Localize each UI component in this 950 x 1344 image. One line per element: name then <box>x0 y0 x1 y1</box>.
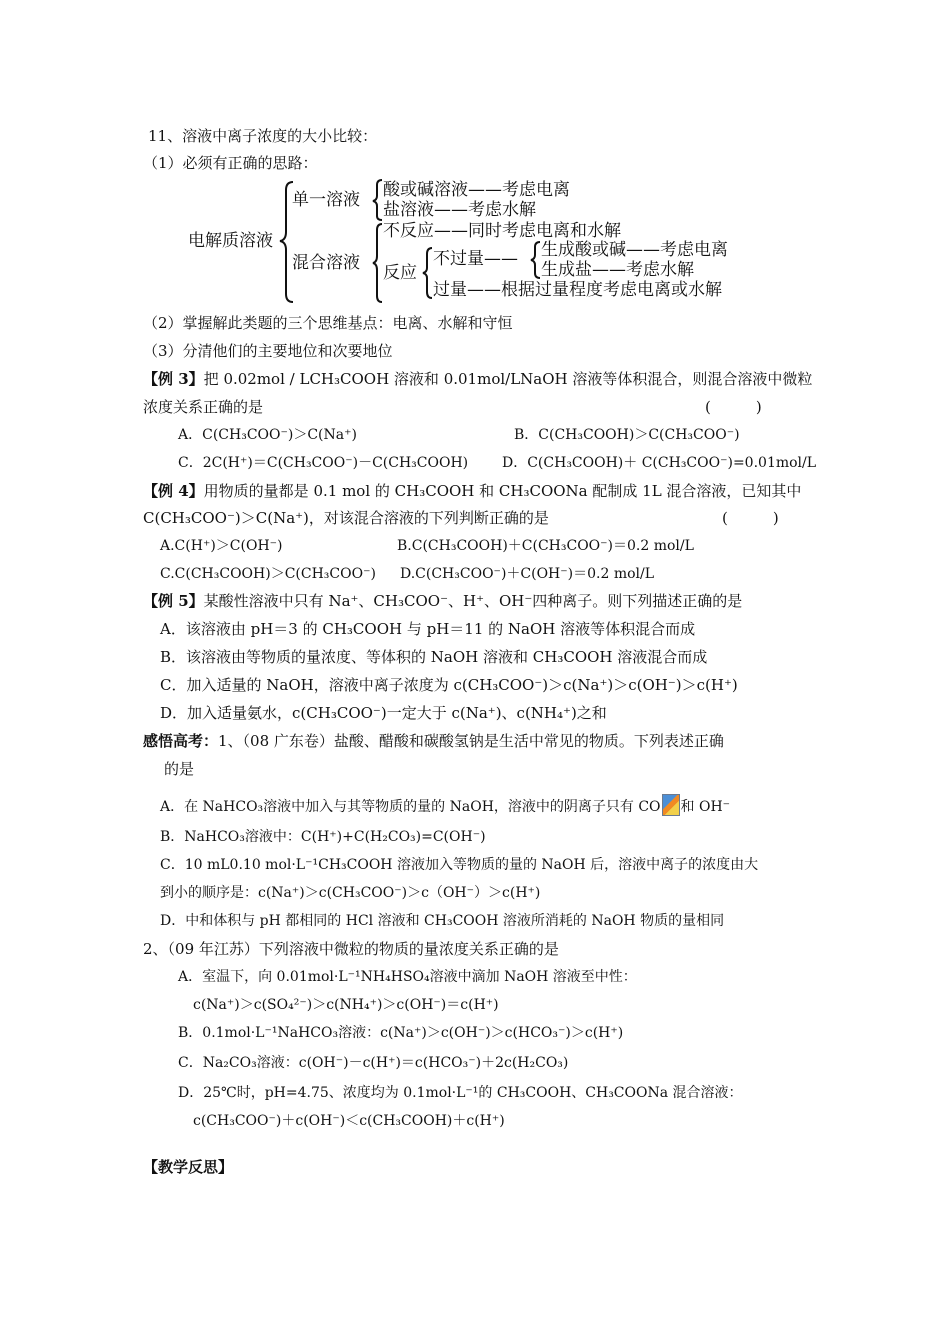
gaokao-tag: 感悟高考： <box>143 732 219 750</box>
ex4-option-b: B.C(CH₃COOH)＋C(CH₃COO⁻)＝0.2 mol/L <box>397 538 694 554</box>
tree-single-b: 盐溶液——考虑水解 <box>383 200 536 220</box>
ex3-option-c: C．2C(H⁺)＝C(CH₃COO⁻)－C(CH₃COOH) <box>178 455 469 471</box>
ex5-option-d: D．加入适量氨水，c(CH₃COO⁻)一定大于 c(Na⁺)、c(NH₄⁺)之和 <box>160 704 607 722</box>
gaokao-q1-a-post: 和 OH⁻ <box>680 799 731 815</box>
point-1: （1）必须有正确的思路： <box>143 154 318 172</box>
tree-root: 电解质溶液 <box>188 231 273 251</box>
gaokao-q2-stem: 2、（09 年江苏）下列溶液中微粒的物质的量浓度关系正确的是 <box>143 940 559 958</box>
gaokao-q1-option-c-1: C．10 mL0.10 mol·L⁻¹CH₃COOH 溶液加入等物质的量的 NaOH 后，溶液中离子的浓度由大 <box>160 857 759 873</box>
electrolyte-concept-tree <box>186 176 776 308</box>
ex5-option-a: A．该溶液由 pH＝3 的 CH₃COOH 与 pH＝11 的 NaOH 溶液等体积混合而成 <box>160 620 696 638</box>
point-2: （2）掌握解此类题的三个思维基点：电离、水解和守恒 <box>143 314 513 332</box>
tree-mixed: 混合溶液 <box>292 253 360 273</box>
embedded-image-icon <box>662 794 680 816</box>
section-title: 11、溶液中离子浓度的大小比较： <box>148 127 378 145</box>
tree-not-excess: 不过量—— <box>433 249 518 269</box>
gaokao-q1-option-a <box>160 794 730 817</box>
gaokao-q2-option-d-1: D．25℃时，pH=4.75、浓度均为 0.1mol·L⁻¹的 CH₃COOH、CH₃COONa 混合溶液： <box>178 1085 743 1101</box>
ex4-option-d: D.C(CH₃COO⁻)＋C(OH⁻)＝0.2 mol/L <box>400 566 655 582</box>
point-3: （3）分清他们的主要地位和次要地位 <box>143 342 393 360</box>
ex3-answer-paren: ( ) <box>705 398 762 416</box>
gaokao-q1-option-b: B．NaHCO₃溶液中：C(H⁺)+C(H₂CO₃)=C(OH⁻) <box>160 829 486 845</box>
ex3-option-a: A．C(CH₃COO⁻)＞C(Na⁺) <box>178 427 357 443</box>
gaokao-q2-option-a-1: A．室温下，向 0.01mol·L⁻¹NH₄HSO₄溶液中滴加 NaOH 溶液至中性： <box>178 969 637 985</box>
gaokao-q1-a-pre: A．在 NaHCO₃溶液中加入与其等物质的量的 NaOH，溶液中的阴离子只有 CO <box>160 799 661 815</box>
ex5-stem-text: 某酸性溶液中只有 Na⁺、CH₃COO⁻、H⁺、OH⁻四种离子。则下列描述正确的是 <box>203 592 743 610</box>
ex5-stem <box>143 591 742 611</box>
gaokao-q2-option-c: C．Na₂CO₃溶液：c(OH⁻)－c(H⁺)＝c(HCO₃⁻)＋2c(H₂CO₃) <box>178 1055 569 1071</box>
ex5-option-c: C．加入适量的 NaOH，溶液中离子浓度为 c(CH₃COO⁻)＞c(Na⁺)＞c(OH⁻)＞c(H⁺) <box>160 676 738 694</box>
ex5-tag: 【例 5】 <box>143 592 204 610</box>
ex4-stem-1: 用物质的量都是 0.1 mol 的 CH₃COOH 和 CH₃COONa 配制成 1L 混合溶液，已知其中 <box>203 482 802 500</box>
tree-gen-salt: 生成盐——考虑水解 <box>541 260 694 280</box>
gaokao-q2-option-d-2: c(CH₃COO⁻)＋c(OH⁻)＜c(CH₃COOH)＋c(H⁺) <box>193 1113 505 1129</box>
gaokao-q1-option-d: D．中和体积与 pH 都相同的 HCl 溶液和 CH₃COOH 溶液所消耗的 NaOH 物质的量相同 <box>160 913 725 929</box>
gaokao-q2-option-a-2: c(Na⁺)＞c(SO₄²⁻)＞c(NH₄⁺)＞c(OH⁻)＝c(H⁺) <box>193 997 499 1013</box>
ex4-option-c: C.C(CH₃COOH)＞C(CH₃COO⁻) <box>160 566 376 582</box>
gaokao-q1-stem-1: 1、（08 广东卷）盐酸、醋酸和碳酸氢钠是生活中常见的物质。下列表述正确 <box>218 732 724 750</box>
tree-single: 单一溶液 <box>292 190 360 210</box>
ex4-answer-paren: ( ) <box>722 509 779 527</box>
tree-single-a: 酸或碱溶液——考虑电离 <box>383 180 570 200</box>
ex3-stem-2: 浓度关系正确的是 <box>143 398 264 416</box>
ex4-tag: 【例 4】 <box>143 482 204 500</box>
ex3-stem <box>143 369 812 389</box>
ex3-tag: 【例 3】 <box>143 370 204 388</box>
tree-react: 反应 <box>383 263 417 283</box>
ex3-stem-1: 把 0.02mol / LCH₃COOH 溶液和 0.01mol/LNaOH 溶液等体积混合，则混合溶液中微粒 <box>203 370 813 388</box>
ex3-option-b: B．C(CH₃COOH)＞C(CH₃COO⁻) <box>514 427 740 443</box>
gaokao-q1-stem-2: 的是 <box>164 760 195 778</box>
gaokao-q1-stem <box>143 731 724 751</box>
ex4-stem <box>143 481 801 501</box>
gaokao-q1-option-c-2: 到小的顺序是：c(Na⁺)＞c(CH₃COO⁻)＞c（OH⁻）＞c(H⁺) <box>160 885 541 901</box>
ex3-option-d: D．C(CH₃COOH)＋ C(CH₃COO⁻)=0.01mol/L <box>502 455 817 471</box>
tree-excess: 过量——根据过量程度考虑电离或水解 <box>433 280 722 300</box>
ex4-stem-2: C(CH₃COO⁻)＞C(Na⁺)，对该混合溶液的下列判断正确的是 <box>143 509 549 527</box>
tree-no-react: 不反应——同时考虑电离和水解 <box>383 221 621 241</box>
ex5-option-b: B．该溶液由等物质的量浓度、等体积的 NaOH 溶液和 CH₃COOH 溶液混合而成 <box>160 648 708 666</box>
ex4-option-a: A.C(H⁺)＞C(OH⁻) <box>160 538 283 554</box>
gaokao-q2-option-b: B．0.1mol·L⁻¹NaHCO₃溶液：c(Na⁺)＞c(OH⁻)＞c(HCO₃⁻)＞c(H⁺) <box>178 1025 624 1041</box>
tree-gen-acid: 生成酸或碱——考虑电离 <box>541 240 728 260</box>
teaching-reflection-heading: 【教学反思】 <box>143 1158 234 1176</box>
